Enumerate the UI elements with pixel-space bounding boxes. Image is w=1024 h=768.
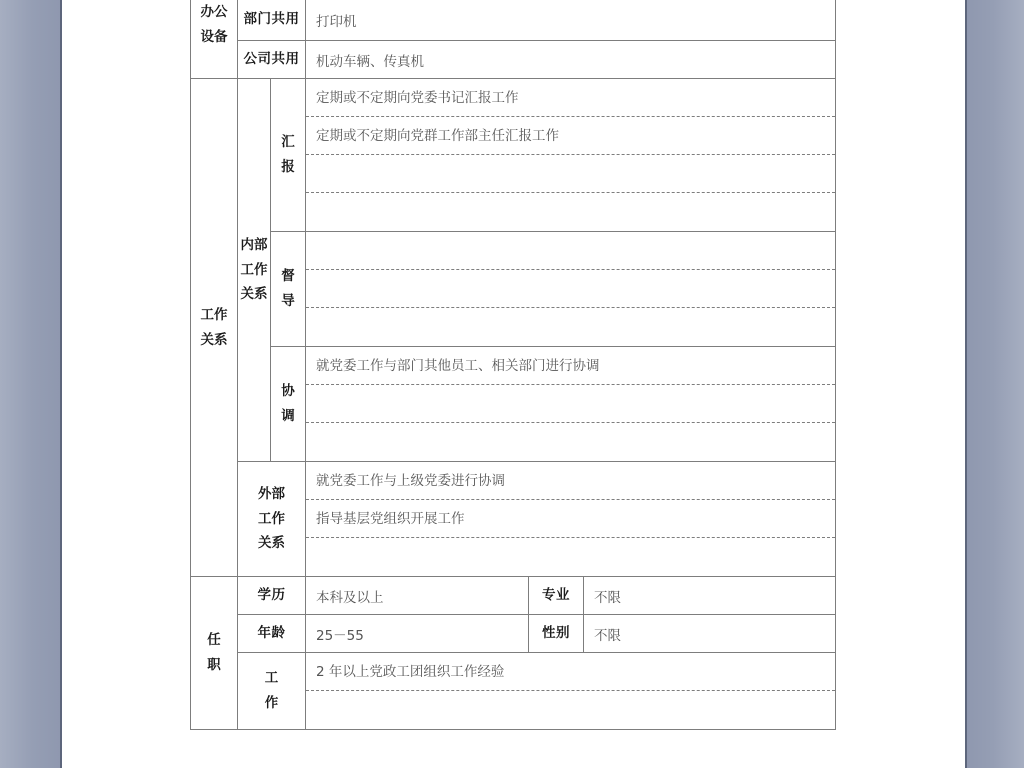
right-band-edge [965,0,967,768]
qualification-label-0: 学历 [238,577,306,615]
internal-group-label-1 [271,232,306,347]
office-equipment-row-label-1: 部门共用 [238,0,306,41]
office-equipment-label [191,0,238,79]
office-equipment-row-value-1: 打印机 [306,0,836,41]
label-glyph-line: 工作 [200,306,228,323]
internal-group-lines-1 [306,232,836,347]
ruled-line [306,270,835,308]
table-row [191,462,836,577]
ruled-line: 就党委工作与上级党委进行协调 [306,462,835,500]
ruled-line [306,155,835,193]
internal-group-lines-0 [306,79,836,232]
qualification-value2-1: 不限 [584,615,836,653]
label-glyph-line: 作 [264,695,279,711]
label-glyph-line: 关系 [200,331,228,348]
label-glyph-line: 协 [281,383,295,400]
ruled-line: 就党委工作与部门其他员工、相关部门进行协调 [306,347,835,385]
ruled-line: 指导基层党组织开展工作 [306,500,835,538]
label-glyph-line: 导 [281,293,295,309]
label-glyph-line: 关系 [240,286,268,303]
label-glyph-line: 工作 [258,510,285,527]
external-work-relations-lines [306,462,836,577]
ruled-line: 2 年以上党政工团组织工作经验 [306,653,835,691]
internal-group-label-0 [271,79,306,232]
label-glyph-line: 工作 [240,261,268,278]
label-glyph-line: 任 [207,632,221,649]
ruled-line: 定期或不定期向党委书记汇报工作 [306,79,835,117]
label-glyph-line: 关系 [258,535,285,552]
table-row [191,79,836,232]
table-row [191,577,836,615]
label-glyph-line: 设备 [200,28,228,45]
label-glyph-line: 调 [281,408,295,424]
table-row [191,41,836,79]
ruled-line [306,385,835,423]
document-sheet [62,0,965,768]
office-equipment-row-label-2: 公司共用 [238,41,306,79]
qualifications-label [191,577,238,730]
internal-group-label-2 [271,347,306,462]
label-glyph-line: 督 [281,268,295,285]
external-work-relations-label [238,462,306,577]
qualification-label2-1: 性别 [529,615,584,653]
label-glyph-line: 职 [207,657,221,673]
table-row [191,0,836,41]
ruled-line [306,538,835,576]
ruled-line [306,232,835,270]
left-margin-band [0,0,60,768]
work-relations-label [191,79,238,577]
table-row [191,615,836,653]
ruled-line: 定期或不定期向党群工作部主任汇报工作 [306,117,835,155]
qualification-value-0: 本科及以上 [306,577,529,615]
ruled-line [306,691,835,729]
experience-lines [306,653,836,730]
ruled-line [306,308,835,346]
internal-work-relations-label [238,79,271,462]
qualification-label-1: 年龄 [238,615,306,653]
ruled-line [306,193,835,231]
right-margin-band [967,0,1024,768]
qualification-value2-0: 不限 [584,577,836,615]
office-equipment-row-value-2: 机动车辆、传真机 [306,41,836,79]
label-glyph-line: 外部 [258,485,285,502]
label-glyph-line: 报 [281,159,295,175]
label-glyph-line: 办公 [200,3,228,20]
qualification-label2-0: 专业 [529,577,584,615]
table-row [191,232,836,347]
label-glyph-line: 内部 [240,236,268,253]
job-description-table [190,0,836,730]
internal-group-lines-2 [306,347,836,462]
label-glyph-line: 工 [264,670,279,687]
experience-label [238,653,306,730]
ruled-line [306,423,835,461]
table-row [191,347,836,462]
label-glyph-line: 汇 [281,134,295,151]
table-row [191,653,836,730]
qualification-value-1: 25－55 [306,615,529,653]
